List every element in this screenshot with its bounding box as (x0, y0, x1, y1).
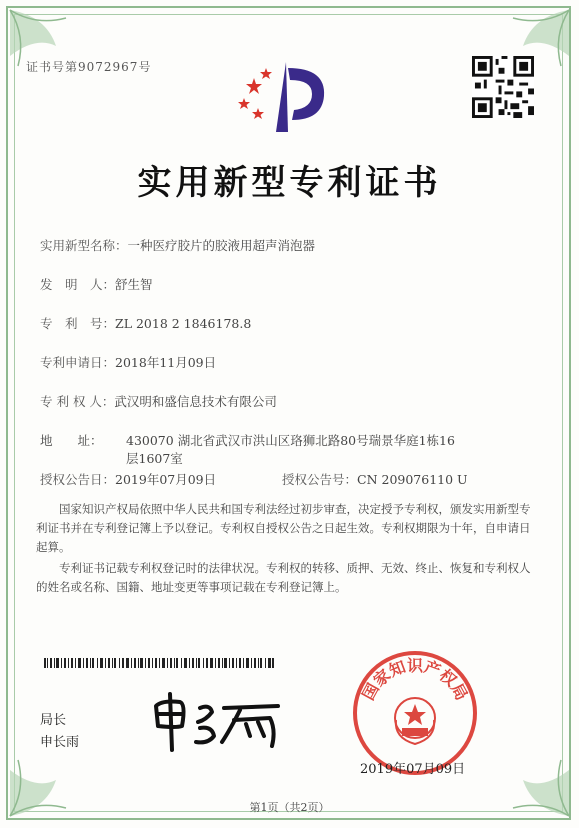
patentee-row (40, 392, 277, 410)
grant-date-label: 授权公告日： (40, 472, 116, 487)
utility-model-name: 一种医疗胶片的胶液用超声消泡器 (127, 238, 316, 253)
patent-number-row (40, 314, 251, 332)
application-date-label: 专利申请日： (40, 355, 116, 370)
handwritten-signature (150, 690, 285, 755)
patent-number: ZL 2018 2 1846178.8 (115, 316, 252, 331)
utility-model-name-row (40, 236, 315, 254)
seal-date: 2019年07月09日 (360, 762, 466, 777)
grant-date-row (40, 470, 216, 488)
qr-code-icon (472, 56, 534, 118)
patent-number-label: 专 利 号： (40, 316, 116, 331)
inventor-label: 发 明 人： (40, 277, 116, 292)
certificate-number: 证书号第9072967号 (26, 60, 152, 74)
inventor-row (40, 275, 153, 293)
grant-number-row (282, 470, 468, 488)
address-line-2: 层1607室 (126, 451, 183, 466)
patentee-label: 专 利 权 人： (40, 394, 115, 409)
statement-paragraph-1: 国家知识产权局依照中华人民共和国专利法经过初步审查，决定授予专利权，颁发实用新型专利证书并在专利登记簿上予以登记。专利权自授权公告之日起生效。专利权期限为十年，自申请日起算。 (36, 502, 531, 554)
application-date-row (40, 353, 216, 371)
address-line-1: 430070 湖北省武汉市洪山区珞狮北路80号瑞景华庭1栋16 (126, 433, 455, 448)
seal-text: 国家知识产权局 (358, 656, 472, 704)
svg-text:国家知识产权局 (359, 656, 472, 703)
page-footer: 第1页（共2页） (249, 801, 330, 814)
statement-paragraph-2: 专利证书记载专利权登记时的法律状况。专利权的转移、质押、无效、终止、恢复和专利权人的姓名或名称、国籍、地址变更等事项记载在专利登记簿上。 (36, 561, 531, 594)
address-label: 地 址： (40, 433, 103, 448)
application-date: 2018年11月09日 (115, 355, 217, 370)
grant-number-label: 授权公告号： (282, 472, 358, 487)
signature-title: 局长 (40, 713, 67, 728)
grant-number: CN 209076110 U (357, 472, 468, 487)
patentee: 武汉明和盛信息技术有限公司 (114, 394, 277, 409)
inventor: 舒生智 (115, 277, 153, 292)
barcode-icon (44, 658, 274, 668)
grant-date: 2019年07月09日 (115, 472, 217, 487)
document-title: 实用新型专利证书 (137, 163, 442, 203)
corner-ornament-top-left (6, 6, 96, 96)
signature-name: 申长雨 (40, 735, 80, 750)
cnipa-logo-icon (236, 58, 336, 138)
utility-model-name-label: 实用新型名称： (40, 238, 128, 253)
